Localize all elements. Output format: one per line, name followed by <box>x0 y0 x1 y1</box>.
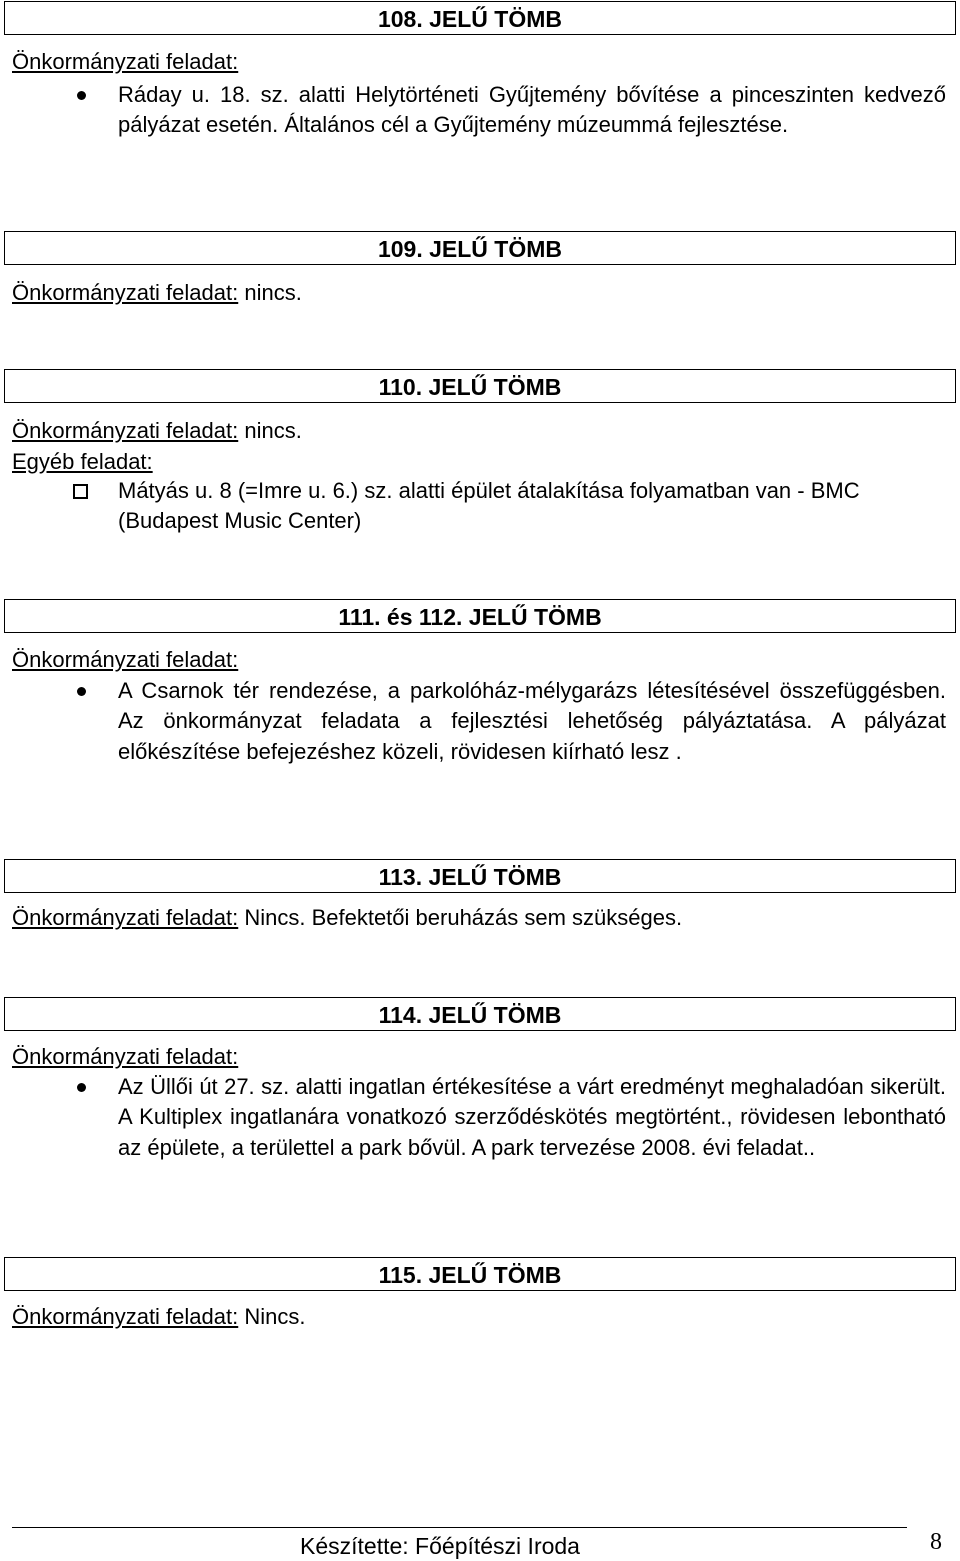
task-label: Önkormányzati feladat: <box>12 418 239 443</box>
task-value: Nincs. Befektetői beruházás sem szükséges. <box>238 905 683 930</box>
list-item: Mátyás u. 8 (=Imre u. 6.) sz. alatti épület átalakítása folyamatban van - BMC (Budapest Music Center) <box>118 478 860 534</box>
task-value: nincs. <box>238 280 302 305</box>
task-label: Önkormányzati feladat: <box>12 1044 239 1069</box>
list-item: Ráday u. 18. sz. alatti Helytörténeti Gyűjtemény bővítése a pinceszinten kedvező pályázat esetén. Általános cél a Gyűjtemény múzeummá fejlesztése. <box>118 82 946 138</box>
block-header-110 <box>4 369 956 403</box>
block-header-115 <box>4 1257 956 1291</box>
task-line <box>12 1302 305 1332</box>
block-header-114 <box>4 997 956 1031</box>
task-line <box>12 47 238 77</box>
page-number: 8 <box>930 1529 942 1555</box>
block-title: 109. JELŰ TÖMB <box>377 236 563 262</box>
list-item: Az Üllői út 27. sz. alatti ingatlan értékesítése a várt eredményt meghaladóan sikerült. A Kultiplex ingatlanára vonatkozó szerződéskötés megtörtént., rövidesen lebontható az épülete, a területtel a park bővül. A park tervezése 2008. évi feladat.. <box>118 1074 946 1160</box>
task-line <box>12 903 682 933</box>
bullet-icon <box>77 91 86 100</box>
task-label: Önkormányzati feladat: <box>12 280 239 305</box>
block-title: 114. JELŰ TÖMB <box>378 1002 562 1028</box>
footer-divider <box>12 1527 907 1528</box>
other-task-label: Egyéb feladat: <box>12 449 153 474</box>
bullet-icon <box>77 1083 86 1092</box>
block-header-108 <box>4 1 956 35</box>
bullet-icon <box>77 687 86 696</box>
task-label: Önkormányzati feladat: <box>12 1304 239 1329</box>
block-title: 115. JELŰ TÖMB <box>378 1262 562 1288</box>
task-value: Nincs. <box>238 1304 306 1329</box>
block-header-113 <box>4 859 956 893</box>
footer-author: Készítette: Főépítészi Iroda <box>300 1533 580 1559</box>
block-title: 111. és 112. JELŰ TÖMB <box>338 604 602 630</box>
other-task-line <box>12 447 153 477</box>
task-label: Önkormányzati feladat: <box>12 905 239 930</box>
square-bullet-icon <box>73 484 88 499</box>
task-line <box>12 416 302 446</box>
block-title: 108. JELŰ TÖMB <box>377 6 563 32</box>
block-title: 110. JELŰ TÖMB <box>378 374 562 400</box>
task-line <box>12 645 238 675</box>
block-header-109 <box>4 231 956 265</box>
task-label: Önkormányzati feladat: <box>12 49 239 74</box>
task-line <box>12 1042 238 1072</box>
list-item: A Csarnok tér rendezése, a parkolóház-mélygarázs létesítésével összefüggésben. Az önkormányzat feladata a fejlesztési lehetőség pályáztatása. A pályázat előkészítése befejezéshez közeli, rövidesen kiírható lesz . <box>118 678 946 764</box>
block-header-111-112 <box>4 599 956 633</box>
block-title: 113. JELŰ TÖMB <box>378 864 562 890</box>
task-line <box>12 278 302 308</box>
task-label: Önkormányzati feladat: <box>12 647 239 672</box>
task-value: nincs. <box>238 418 302 443</box>
